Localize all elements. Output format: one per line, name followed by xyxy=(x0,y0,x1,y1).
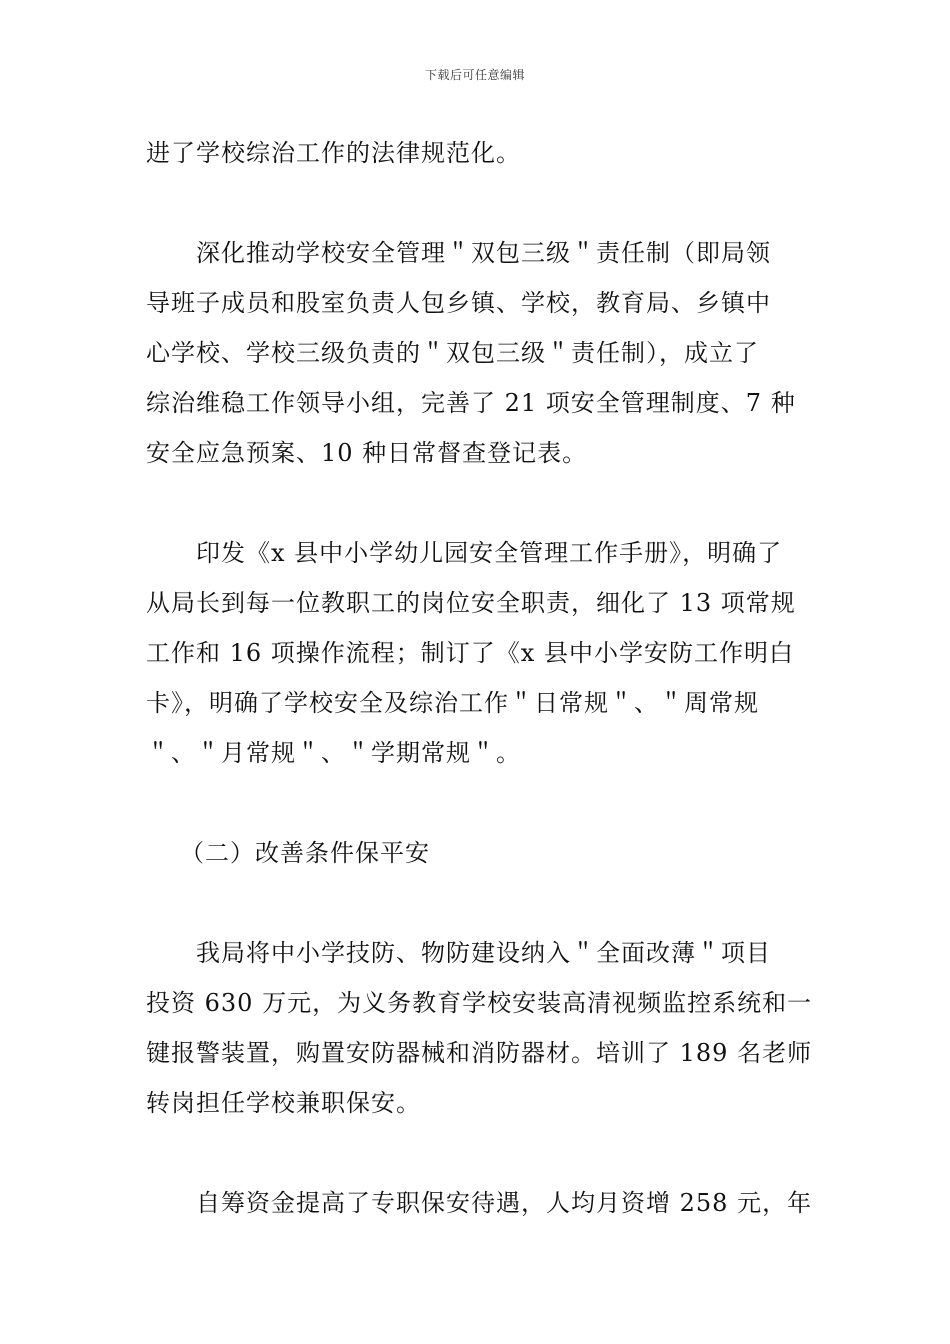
text-line: 键报警装置，购置安防器械和消防器材。培训了 189 名老师 xyxy=(146,1039,813,1067)
text-line: 投资 630 万元，为义务教育学校安装高清视频监控系统和一 xyxy=(146,989,813,1017)
text-line: 进了学校综治工作的法律规范化。 xyxy=(146,139,521,167)
text-line: 心学校、学校三级负责的＂双包三级＂责任制），成立了 xyxy=(146,339,759,367)
paragraph-safety-handbook xyxy=(146,528,806,778)
text-line: 综治维稳工作领导小组，完善了 21 项安全管理制度、7 种 xyxy=(146,389,796,417)
paragraph-security-investment xyxy=(146,928,813,1128)
text-line: ＂、＂月常规＂、＂学期常规＂。 xyxy=(146,739,521,767)
paragraph-guard-wages xyxy=(146,1178,813,1228)
text-line: 印发《x 县中小学幼儿园安全管理工作手册》，明确了 xyxy=(196,539,783,567)
document-body xyxy=(146,128,813,1228)
page-header: 下载后可任意编辑 xyxy=(424,68,525,82)
text-line: 工作和 16 项操作流程；制订了《x 县中小学安防工作明白 xyxy=(146,639,794,667)
paragraph-gap xyxy=(146,778,806,828)
text-line: 深化推动学校安全管理＂双包三级＂责任制（即局领 xyxy=(196,239,771,267)
text-line: 导班子成员和股室负责人包乡镇、学校，教育局、乡镇中 xyxy=(146,289,771,317)
paragraph-gap xyxy=(146,878,806,928)
section-heading xyxy=(146,828,806,878)
text-line: 转岗担任学校兼职保安。 xyxy=(146,1089,421,1117)
paragraph-gap xyxy=(146,1128,806,1178)
text-line: 从局长到每一位教职工的岗位安全职责，细化了 13 项常规 xyxy=(146,589,796,617)
text-line: 安全应急预案、10 种日常督查登记表。 xyxy=(146,439,588,467)
paragraph-gap xyxy=(146,178,806,228)
paragraph-gap xyxy=(146,478,806,528)
section-heading-text: （二）改善条件保平安 xyxy=(180,839,430,867)
paragraph-responsibility-system xyxy=(146,228,806,478)
paragraph-continuation xyxy=(146,128,806,178)
text-line: 卡》，明确了学校安全及综治工作＂日常规＂、＂周常规 xyxy=(146,689,759,717)
text-line: 我局将中小学技防、物防建设纳入＂全面改薄＂项目 xyxy=(196,939,771,967)
text-line: 自筹资金提高了专职保安待遇，人均月资增 258 元，年 xyxy=(196,1189,813,1217)
